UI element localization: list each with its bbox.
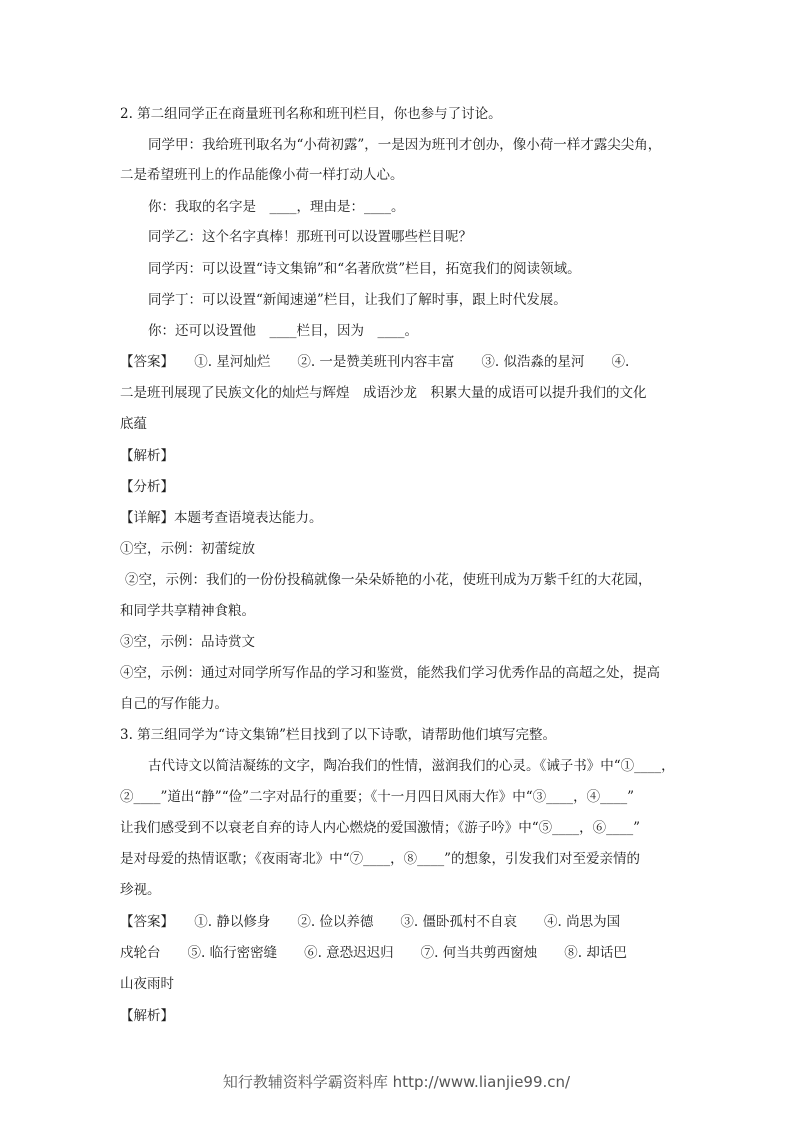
dialogue-line: 你：还可以设置他 ____栏目，因为 ____。 — [148, 323, 418, 339]
dialogue-line: 同学丁：可以设置“新闻速递”栏目，让我们了解时事，跟上时代发展。 — [148, 292, 567, 308]
example-line: 自己的写作能力。 — [120, 696, 228, 712]
dialogue-line: 同学乙：这个名字真棒！那班刊可以设置哪些栏目呢？ — [148, 229, 472, 245]
poetry-line: 让我们感受到不以衰老自弃的诗人内心燃烧的爱国激情；《游子吟》中“⑤____，⑥____” — [120, 820, 641, 836]
question-2-title: 2. 第二组同学正在商量班刊名称和班刊栏目，你也参与了讨论。 — [120, 106, 502, 122]
example-line: ①空，示例：初蕾绽放 — [120, 541, 255, 557]
example-line: ③空，示例：品诗赏文 — [120, 634, 255, 650]
footer-watermark: 知行教辅资料学霸资料库 http://www.lianjie99.cn/ — [222, 1073, 571, 1091]
answer-label-line: 【答案】 ①. 星河灿烂 ②. 一是赞美班刊内容丰富 ③. 似浩淼的星河 ④. — [120, 354, 630, 370]
analysis-heading: 【解析】 — [120, 1008, 174, 1024]
analysis-subheading: 【分析】 — [120, 479, 174, 495]
answer-line: 山夜雨时 — [120, 976, 174, 992]
analysis-heading: 【解析】 — [120, 448, 174, 464]
poetry-line: 是对母爱的热情讴歌；《夜雨寄北》中“⑦____，⑧____”的想象，引发我们对至爱亲情的 — [120, 851, 641, 867]
detail-heading: 【详解】本题考查语境表达能力。 — [120, 510, 323, 526]
example-line: 和同学共享精神食粮。 — [120, 603, 255, 619]
dialogue-line: 同学甲：我给班刊取名为“小荷初露”，一是因为班刊才创办，像小荷一样才露尖尖角， — [148, 137, 662, 153]
example-line: ④空，示例：通过对同学所写作品的学习和鉴赏，能然我们学习优秀作品的高超之处，提高 — [120, 665, 660, 681]
dialogue-line: 二是希望班刊上的作品能像小荷一样打动人心。 — [120, 167, 404, 183]
answer-line: 二是班刊展现了民族文化的灿烂与辉煌 成语沙龙 积累大量的成语可以提升我们的文化 — [120, 385, 647, 401]
poetry-line: ②____”道出“静”“俭”二字对品行的重要；《十一月四日风雨大作》中“③____，④____” — [120, 789, 635, 805]
answer-label-line: 【答案】 ①. 静以修身 ②. 俭以养德 ③. 僵卧孤村不自哀 ④. 尚思为国 — [120, 914, 621, 930]
answer-line: 底蕴 — [120, 416, 147, 432]
question-3-title: 3. 第三组同学为“诗文集锦”栏目找到了以下诗歌，请帮助他们填写完整。 — [120, 727, 556, 743]
answer-line: 戍轮台 ⑤. 临行密密缝 ⑥. 意恐迟迟归 ⑦. 何当共剪西窗烛 ⑧. 却话巴 — [120, 945, 627, 961]
poetry-line: 古代诗文以简洁凝练的文字，陶冶我们的性情，滋润我们的心灵。《诫子书》中“①____， — [148, 758, 675, 774]
dialogue-line: 同学丙：可以设置“诗文集锦”和“名著欣赏”栏目，拓宽我们的阅读领域。 — [148, 261, 581, 277]
example-line: ②空，示例：我们的一份份投稿就像一朵朵娇艳的小花，使班刊成为万紫千红的大花园， — [125, 572, 652, 588]
poetry-line: 珍视。 — [120, 882, 161, 898]
dialogue-line: 你：我取的名字是 ____，理由是：____。 — [148, 199, 405, 215]
